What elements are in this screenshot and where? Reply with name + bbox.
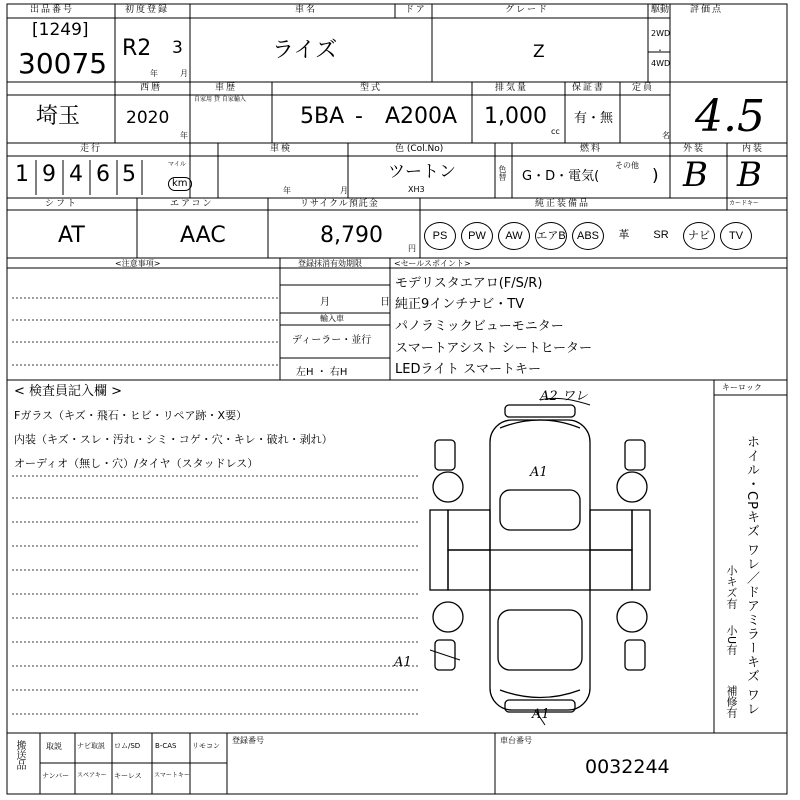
model-name: ライズ	[272, 38, 338, 63]
equipment-item: 革	[618, 229, 630, 241]
fuel-other: その他	[615, 161, 639, 170]
inspection-year: 年	[283, 186, 291, 195]
inspector-line: 内装（キズ・スレ・汚れ・シミ・コゲ・穴・キレ・破れ・剥れ）	[14, 433, 333, 446]
car-diagram	[430, 405, 650, 712]
grade-value: Z	[533, 42, 545, 62]
header-warranty: 保証書	[572, 83, 606, 93]
delivery-item: リモコン	[192, 742, 220, 750]
sales-point: スマートアシスト シートヒーター	[395, 341, 593, 356]
equipment-item: PS	[424, 222, 456, 250]
header-mileage: 走行	[80, 144, 103, 154]
displacement: 1,000	[484, 104, 547, 129]
lot-number: 30075	[18, 47, 108, 80]
header-inspector: < 検査員記入欄 >	[14, 384, 123, 399]
era-year: R2	[122, 36, 152, 61]
delivery-item: キーレス	[114, 772, 142, 780]
header-score: 評価点	[690, 5, 724, 15]
capacity-unit: 名	[662, 131, 670, 140]
lot-code: [1249]	[32, 20, 89, 40]
mileage-digit: 5	[122, 162, 136, 187]
drive-2wd: 2WD	[651, 29, 671, 38]
equipment-item: ABS	[572, 222, 604, 250]
header-inspection: 車検	[270, 144, 293, 154]
side-note: 補修有	[725, 685, 738, 718]
header-door: ドア	[405, 5, 427, 15]
equipment-item: AW	[498, 222, 530, 250]
year-unit: 年	[150, 69, 158, 78]
shift-value: AT	[58, 223, 85, 248]
frame-number: 0032244	[585, 756, 670, 778]
header-exterior: 外装	[683, 144, 706, 154]
header-grade: グレード	[505, 5, 550, 15]
mileage-digit: 6	[96, 162, 110, 187]
reg-month: 3	[172, 38, 183, 58]
header-interior: 内装	[742, 144, 765, 154]
year-value: 2020	[126, 108, 170, 128]
mark-bottom: A1	[532, 707, 550, 722]
mark-hood: A1	[530, 465, 548, 480]
drive-4wd: 4WD	[651, 59, 671, 68]
header-capacity: 定員	[632, 83, 655, 93]
mark-top: A2 ワレ	[540, 389, 588, 404]
header-reg-number: 登録番号	[232, 736, 264, 745]
month-unit: 月	[180, 69, 188, 78]
sales-point: LEDライト スマートキー	[395, 362, 541, 377]
header-year: 西暦	[140, 83, 163, 93]
cc-unit: cc	[551, 127, 560, 136]
year-suffix: 年	[180, 131, 188, 140]
header-frame-number: 車台番号	[500, 736, 532, 745]
delivery-item: スペアキー	[77, 772, 107, 779]
header-drive: 駆動	[651, 5, 670, 15]
prefecture: 埼玉	[36, 104, 81, 129]
header-first-reg: 初度登録	[125, 5, 170, 15]
recycle-fee: 8,790	[320, 223, 383, 248]
header-equipment: 純正装備品	[535, 199, 591, 209]
warranty-value: 有・無	[574, 111, 614, 126]
color-name: ツートン	[388, 162, 456, 182]
sales-point: 純正9インチナビ・TV	[395, 297, 525, 312]
header-aircon: エアコン	[170, 199, 214, 209]
header-displacement: 排気量	[495, 83, 529, 93]
equipment-item: ナビ	[683, 222, 715, 250]
color-marker: 色替	[498, 165, 507, 181]
inspection-month: 月	[340, 186, 348, 195]
reg-day-label: 日	[380, 297, 390, 308]
mark-left-rear: A1	[394, 655, 412, 670]
delivery-item: B-CAS	[155, 742, 177, 750]
header-reg-expiry: 登録抹消有効期限	[298, 259, 362, 268]
sales-point: パノラミックビューモニター	[395, 319, 564, 334]
equipment-list	[424, 222, 760, 250]
inspector-line: オーディオ（無し・穴）/タイヤ（スタッドレス）	[14, 457, 259, 470]
header-importer: 輸入車	[320, 314, 344, 323]
header-remarks: <注意事項>	[115, 259, 161, 268]
exterior-grade: B	[683, 155, 708, 195]
score-handwritten: 4.5	[695, 91, 765, 142]
header-delivery: 搬送品	[14, 740, 25, 770]
header-model-name: 車名	[295, 5, 318, 15]
header-lot: 出品番号	[30, 5, 75, 15]
header-color: 色 (Col.No)	[395, 144, 444, 154]
header-keylock: キーロック	[722, 383, 762, 392]
side-note: 小U有	[725, 625, 738, 656]
type-dash: -	[355, 104, 363, 129]
mileage-mile: マイル	[168, 161, 186, 168]
chassis-sub: 自家用 貸 自家輸入	[194, 96, 246, 103]
header-recycle: リサイクル預託金	[300, 199, 379, 209]
mileage-km: km	[168, 177, 192, 191]
equipment-item: TV	[720, 222, 752, 250]
importer-type: ディーラー・並行	[292, 335, 372, 346]
delivery-item: ナビ取説	[77, 742, 105, 750]
sales-point: モデリスタエアロ(F/S/R)	[395, 276, 543, 291]
mileage-digit: 9	[42, 162, 56, 187]
yen-unit: 円	[408, 244, 416, 253]
steering-side: 左H ・ 右H	[296, 367, 348, 378]
header-type: 型式	[360, 83, 383, 93]
delivery-item: ロム/SD	[114, 742, 141, 750]
mileage-digit: 4	[69, 162, 83, 187]
header-sales-points: <セールスポイント>	[394, 259, 471, 268]
equipment-item: SR	[653, 229, 669, 241]
side-note: ホイル・CPキズ ワレ／ドアミラーキズ ワレ	[744, 435, 759, 717]
fuel-options: G・D・電気(	[522, 169, 600, 184]
delivery-item: スマートキー	[154, 772, 190, 779]
equipment-item: エアB	[535, 222, 567, 250]
equipment-item: PW	[461, 222, 493, 250]
header-key-card: カードキー	[729, 200, 760, 207]
delivery-item: 取説	[46, 742, 62, 751]
header-chassis: 車歴	[215, 83, 238, 93]
aircon-value: AAC	[180, 223, 226, 248]
fuel-close: )	[652, 166, 659, 186]
drive-dot: ・	[656, 46, 664, 55]
header-shift: シフト	[45, 199, 79, 209]
reg-month-label: 月	[320, 297, 330, 308]
interior-grade: B	[737, 155, 762, 195]
delivery-item: ナンバー	[42, 772, 70, 780]
color-code: XH3	[408, 185, 425, 194]
type-code: A200A	[385, 104, 458, 129]
header-fuel: 燃料	[580, 144, 603, 154]
handwriting-marks	[430, 398, 590, 725]
inspector-line: Fガラス（キズ・飛石・ヒビ・リペア跡・X要）	[14, 409, 248, 422]
type-prefix: 5BA	[300, 104, 345, 129]
side-note: 小キズ有	[725, 565, 738, 609]
mileage-digit: 1	[15, 162, 29, 187]
